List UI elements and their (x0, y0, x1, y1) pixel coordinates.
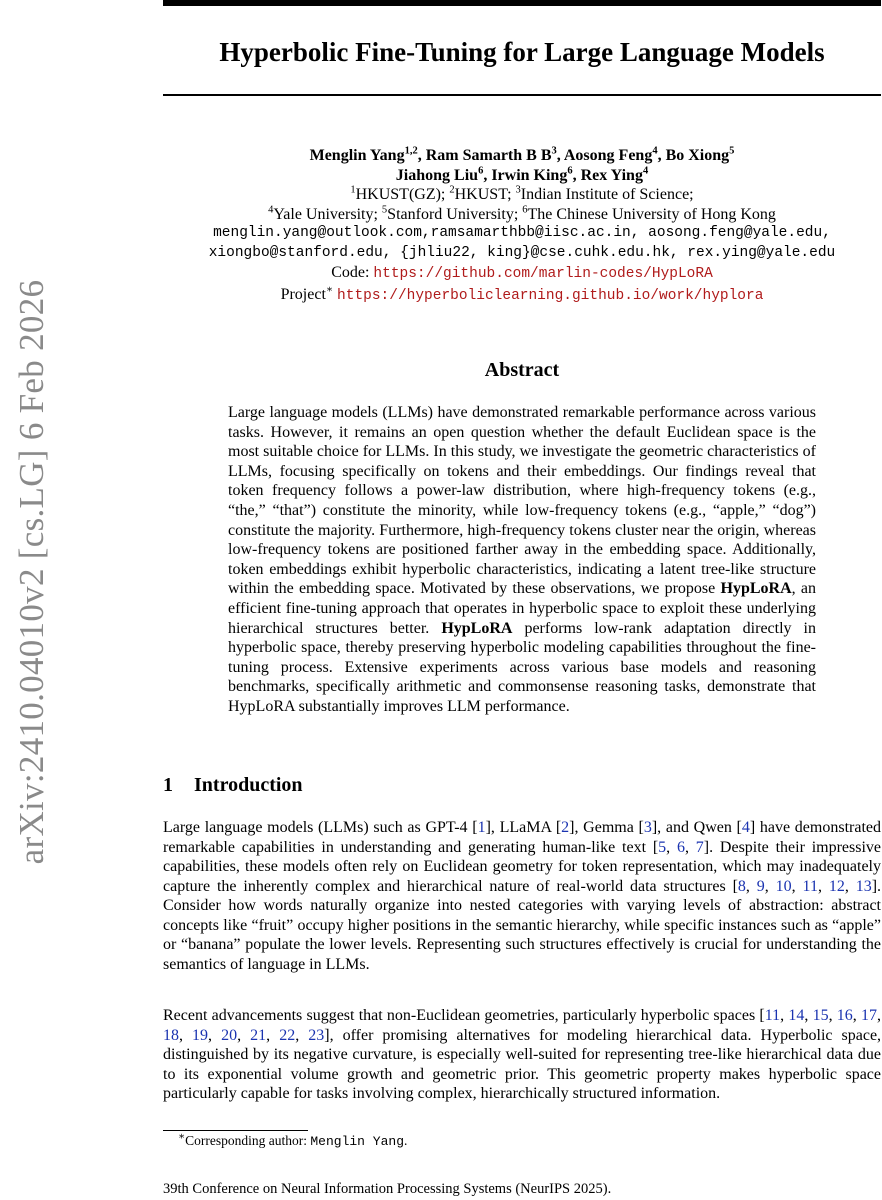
code-link-line (163, 263, 881, 285)
citation-link[interactable]: 7 (695, 838, 704, 856)
paragraph-text: ]. Despite their impressive capabilities, these models often rely on Euclidean geometry for token representation, which may inadequately capture the inherently complex and hierarchical nature of real-world data structures [ (163, 838, 882, 895)
separator: , (657, 147, 666, 164)
affiliation: The Chinese University of Hong Kong (527, 205, 776, 223)
separator: , (844, 877, 856, 895)
top-rule (163, 0, 881, 6)
affil-sup: 3 (515, 184, 521, 196)
separator: , (208, 1026, 222, 1044)
affiliation: Indian Institute of Science; (520, 186, 694, 203)
footnote (178, 1133, 407, 1149)
citation-link[interactable]: 3 (643, 819, 652, 836)
separator: , (828, 1007, 837, 1024)
method-name: HypLoRA (720, 580, 792, 598)
citation-link[interactable]: 5 (658, 838, 667, 856)
author-affil-sup: 1,2 (404, 145, 418, 157)
separator: , (804, 1007, 813, 1024)
affiliation: HKUST; (454, 186, 516, 203)
separator: , (764, 877, 776, 895)
citation-link[interactable]: 11 (764, 1007, 781, 1024)
separator: , (556, 147, 564, 164)
citation-link[interactable]: 22 (279, 1026, 296, 1044)
emails-line-2: xiongbo@stanford.edu, {jhliu22, king}@cse.cuhk.edu.hk, rex.ying@yale.edu (208, 244, 836, 261)
arxiv-id: arXiv:2410.04010v2 [cs.LG] 6 Feb 2026 (12, 279, 51, 865)
author-affil-sup: 6 (567, 165, 573, 177)
citation-link[interactable]: 1 (477, 819, 486, 836)
citation-link[interactable]: 20 (221, 1026, 238, 1044)
venue-footer: 39th Conference on Neural Information Processing Systems (NeurIPS 2025). (163, 1181, 612, 1197)
paragraph-text: ], offer promising alternatives for modeling hierarchical data. Hyperbolic space, distinguished by its negative curvature, is especially well-suited for representing tree-like hierarchical data due to its exponential volume growth and geometric prior. This geometric property makes hyperbolic space particularly capable for tasks involving complex, hierarchically structured information. (163, 1026, 882, 1102)
arxiv-stamp (0, 0, 60, 1200)
footnote-mark: ∗ (178, 1131, 186, 1143)
author-name: Rex Ying (580, 166, 643, 184)
citation-link[interactable]: 8 (737, 877, 746, 895)
section-number: 1 (163, 774, 173, 796)
section-title: Introduction (194, 774, 303, 796)
citation-link[interactable]: 10 (775, 877, 792, 895)
project-link-line (163, 285, 881, 307)
author-affil-sup: 5 (729, 145, 735, 157)
author-name: Jiahong Liu (395, 166, 479, 184)
separator: , (417, 147, 426, 164)
citation-link[interactable]: 15 (812, 1007, 829, 1024)
abstract-text: , an efficient fine-tuning approach that operates in hyperbolic space to exploit these underlying hierarchical structures better. (228, 580, 817, 637)
paper-title: Hyperbolic Fine-Tuning for Large Language Models (219, 37, 825, 67)
affil-sup: 6 (522, 204, 528, 216)
footnote-mark: ∗ (325, 284, 334, 296)
separator: , (266, 1026, 280, 1044)
citation-link[interactable]: 19 (192, 1026, 209, 1044)
separator: , (684, 838, 696, 856)
intro-paragraph-1 (163, 818, 881, 974)
authors-line-1 (163, 146, 881, 166)
footnote-text: Corresponding author: (185, 1133, 311, 1148)
footnote-period: . (404, 1133, 408, 1148)
affiliation: Stanford University; (387, 205, 523, 223)
title-rule (163, 94, 881, 96)
citation-link[interactable]: 17 (861, 1007, 878, 1024)
footnote-author: Menglin Yang (310, 1134, 404, 1149)
abstract-body (228, 403, 816, 717)
authors-line-2 (163, 166, 881, 186)
code-label: Code: (331, 264, 374, 281)
separator: , (483, 166, 492, 184)
separator: , (745, 877, 757, 895)
abstract-text: Large language models (LLMs) have demonstrated remarkable performance across various tasks. However, it remains an open question whether the default Euclidean space is the most suitable choice for LLMs. In this study, we investigate the geometric characteristics of LLMs, focusing specifically on tokens and their embeddings. Our findings reveal that token frequency follows a power-law distribution, where high-frequency tokens (e.g., “the,” “that”) constitute the minority, while low-frequency tokens (e.g., “apple,” “dog”) constitute the majority. Furthermore, high-frequency tokens cluster near the origin, whereas low-frequency tokens are positioned farther away in the embedding space. Additionally, token embeddings exhibit hyperbolic characteristics, indicating a latent tree-like structure within the embedding space. Motivated by these observations, we propose (228, 404, 816, 598)
author-name: Menglin Yang (309, 147, 405, 164)
affiliation: Yale University; (273, 205, 382, 223)
affil-sup: 4 (268, 204, 274, 216)
author-name: Irwin King (491, 166, 568, 184)
separator: , (817, 877, 829, 895)
separator: , (295, 1026, 309, 1044)
paragraph-text: Large language models (LLMs) such as GPT-4 [ (163, 819, 478, 836)
citation-link[interactable]: 11 (802, 877, 818, 895)
paragraph-text: ], LLaMA [ (485, 819, 562, 836)
separator: , (666, 838, 677, 856)
separator: , (780, 1007, 789, 1024)
paragraph-text: ]. Consider how words naturally organize into nested categories with varying levels of abstraction: abstract concepts like “fruit” occupy higher positions in the semantic hierarchy, while specific instances such as “apple” or “banana” populate the lower levels. Representing such structures effectively is crucial for understanding the semantics of language in LLMs. (163, 877, 882, 973)
paragraph-text: ], and Qwen [ (651, 819, 742, 836)
separator: , (877, 1007, 882, 1024)
intro-paragraph-2 (163, 1006, 881, 1104)
author-affil-sup: 4 (642, 165, 649, 177)
separator: , (791, 877, 803, 895)
paragraph-text: Recent advancements suggest that non-Euclidean geometries, particularly hyperbolic spaces [ (163, 1007, 765, 1024)
citation-link[interactable]: 6 (676, 838, 685, 856)
project-label: Project (280, 285, 326, 303)
author-name: Ram Samarth B B (425, 147, 552, 164)
citation-link[interactable]: 21 (250, 1026, 267, 1044)
section-heading (163, 774, 303, 797)
separator: , (179, 1026, 193, 1044)
author-name: Aosong Feng (563, 147, 653, 164)
citation-link[interactable]: 12 (828, 877, 845, 895)
project-link[interactable]: https://hyperboliclearning.github.io/work/hyplora (337, 287, 764, 304)
abstract-heading: Abstract (484, 359, 560, 381)
citation-link[interactable]: 14 (788, 1007, 805, 1024)
affil-sup: 2 (449, 184, 455, 196)
author-block (163, 146, 881, 306)
citation-link[interactable]: 18 (163, 1026, 179, 1044)
separator: , (572, 166, 581, 184)
citation-link[interactable]: 9 (756, 877, 765, 895)
emails-line-1: menglin.yang@outlook.com,ramsamarthbb@iisc.ac.in, aosong.feng@yale.edu, (213, 225, 831, 241)
code-link[interactable]: https://github.com/marlin-codes/HypLoRA (373, 266, 713, 282)
separator: , (852, 1007, 862, 1024)
author-affil-sup: 6 (478, 165, 484, 177)
affil-sup: 1 (350, 184, 356, 196)
citation-link[interactable]: 16 (836, 1007, 853, 1024)
citation-link[interactable]: 23 (308, 1026, 325, 1044)
author-name: Bo Xiong (665, 147, 730, 164)
affiliation: HKUST(GZ); (355, 186, 450, 203)
abstract-text: performs low-rank adaptation directly in hyperbolic space, thereby preserving hyperbolic modeling capabilities throughout the fine-tuning process. Extensive experiments across various base models and reasoning benchmarks, specifically arithmetic and commonsense reasoning tasks, demonstrate that HypLoRA substantially improves LLM performance. (228, 619, 817, 715)
paragraph-text: ], Gemma [ (569, 819, 644, 836)
affiliations-line-2 (163, 205, 881, 225)
citation-link[interactable]: 13 (855, 877, 872, 895)
affil-sup: 5 (381, 204, 388, 216)
citation-link[interactable]: 2 (561, 819, 570, 836)
citation-link[interactable]: 4 (741, 819, 750, 836)
affiliations-line-1 (163, 185, 881, 205)
method-name: HypLoRA (441, 619, 513, 637)
separator: , (237, 1026, 251, 1044)
author-affil-sup: 3 (551, 145, 557, 157)
author-affil-sup: 4 (652, 145, 658, 157)
paragraph-text: ] have demonstrated remarkable capabilities in understanding and generating human-like text [ (163, 819, 881, 856)
